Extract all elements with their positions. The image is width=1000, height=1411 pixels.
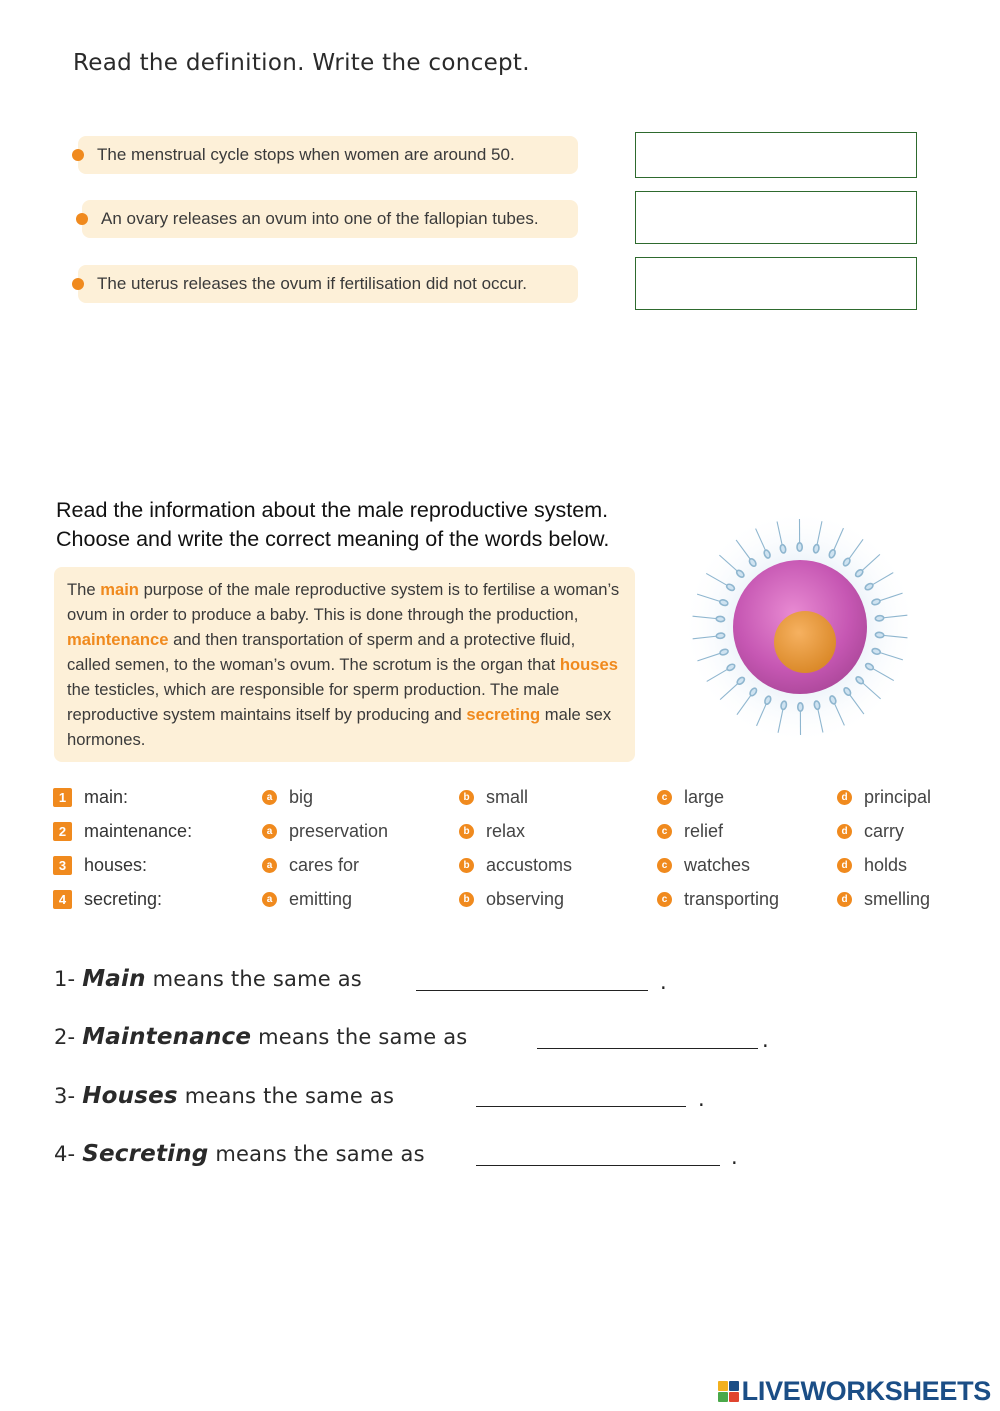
option-text: transporting <box>684 889 780 909</box>
highlight-secreting: secreting <box>466 705 541 724</box>
option-text: holds <box>864 855 908 875</box>
option-a <box>262 787 313 808</box>
vocab-row-label <box>53 787 128 808</box>
bullet-icon <box>72 149 84 161</box>
option-text: small <box>486 787 529 807</box>
sentence-2 <box>54 1024 467 1050</box>
number-badge: 4 <box>53 890 72 909</box>
option-text: smelling <box>864 889 931 909</box>
answer-blank-1[interactable] <box>416 990 648 991</box>
option-text: observing <box>486 889 565 909</box>
option-letter-badge: c <box>657 892 672 907</box>
option-text: emitting <box>289 889 353 909</box>
option-text: large <box>684 787 725 807</box>
sentence-number: 1- <box>54 967 83 991</box>
definition-text: An ovary releases an ovum into one of the fallopian tubes. <box>101 209 539 228</box>
bullet-icon <box>72 278 84 290</box>
sperm-head <box>875 632 884 638</box>
option-letter-badge: d <box>837 892 852 907</box>
option-c <box>657 787 724 808</box>
sentence-3 <box>54 1083 394 1109</box>
option-letter-badge: d <box>837 824 852 839</box>
info-text: the testicles, which are responsible for sperm production. The male reproductive system maintains itself by producing and <box>67 680 560 724</box>
option-letter-badge: c <box>657 790 672 805</box>
option-letter-badge: b <box>459 824 474 839</box>
sentence-4 <box>54 1141 425 1167</box>
sperm-head <box>716 616 725 622</box>
liveworksheets-logo <box>718 1376 991 1407</box>
option-letter-badge: c <box>657 858 672 873</box>
option-a <box>262 821 388 842</box>
sentence-rest: means the same as <box>251 1025 468 1049</box>
info-panel <box>54 567 635 762</box>
info-text: The <box>67 580 101 599</box>
option-d <box>837 889 930 910</box>
period: . <box>731 1145 738 1169</box>
vocab-word: secreting: <box>84 889 163 909</box>
sperm-head <box>716 633 725 639</box>
logo-text: LIVEWORKSHEETS <box>741 1376 991 1406</box>
sentence-rest: means the same as <box>177 1084 395 1108</box>
number-badge: 2 <box>53 822 72 841</box>
definition-3 <box>78 265 578 303</box>
option-b <box>459 821 525 842</box>
info-text: and then transportation of sperm and a protective fluid, called semen, to the woman’s ovum. The scrotum is the organ that <box>67 630 576 674</box>
option-b <box>459 787 528 808</box>
option-b <box>459 855 572 876</box>
answer-box-2[interactable] <box>635 191 917 244</box>
option-d <box>837 855 907 876</box>
bullet-icon <box>76 213 88 225</box>
option-d <box>837 821 904 842</box>
sperm-head <box>875 615 884 621</box>
period: . <box>762 1028 769 1052</box>
option-b <box>459 889 564 910</box>
definition-1 <box>78 136 578 174</box>
option-letter-badge: a <box>262 824 277 839</box>
option-letter-badge: d <box>837 790 852 805</box>
option-letter-badge: b <box>459 892 474 907</box>
sperm-head <box>798 703 803 711</box>
definition-2 <box>82 200 578 238</box>
option-letter-badge: a <box>262 790 277 805</box>
highlight-houses: houses <box>559 655 618 674</box>
sentence-rest: means the same as <box>145 967 362 991</box>
section2-title-line2: Choose and write the correct meaning of the words below. <box>56 527 610 551</box>
option-c <box>657 855 750 876</box>
definition-text: The menstrual cycle stops when women are around 50. <box>97 145 515 164</box>
info-text: purpose of the male reproductive system is to fertilise a woman’s ovum in order to produce a baby. This is done through the production, <box>67 580 620 624</box>
section1-title: Read the definition. Write the concept. <box>73 50 530 76</box>
option-text: relief <box>684 821 724 841</box>
vocab-row-label <box>53 889 162 910</box>
sentence-word: Maintenance <box>82 1024 252 1050</box>
period: . <box>660 970 667 994</box>
section2-title-line1: Read the information about the male reproductive system. <box>56 498 609 522</box>
option-a <box>262 855 359 876</box>
number-badge: 1 <box>53 788 72 807</box>
sperm-head <box>813 544 820 553</box>
highlight-main: main <box>100 580 139 599</box>
sperm-head <box>780 701 787 710</box>
period: . <box>698 1087 705 1111</box>
option-text: big <box>289 787 314 807</box>
sperm-head <box>797 543 802 551</box>
vocab-row-label <box>53 821 192 842</box>
option-a <box>262 889 352 910</box>
section2-title <box>56 496 609 554</box>
info-text: male sex hormones. <box>67 705 612 749</box>
sperm-head <box>814 701 821 710</box>
option-letter-badge: c <box>657 824 672 839</box>
option-c <box>657 821 723 842</box>
option-text: preservation <box>289 821 389 841</box>
logo-icon <box>718 1381 739 1402</box>
option-letter-badge: a <box>262 892 277 907</box>
vocab-row-label <box>53 855 147 876</box>
option-text: watches <box>684 855 751 875</box>
highlight-maintenance: maintenance <box>67 630 169 649</box>
option-c <box>657 889 779 910</box>
answer-blank-2[interactable] <box>537 1048 758 1049</box>
option-letter-badge: b <box>459 858 474 873</box>
sentence-word: Secreting <box>82 1141 209 1167</box>
option-text: accustoms <box>486 855 573 875</box>
ovum-illustration <box>660 500 930 750</box>
option-letter-badge: b <box>459 790 474 805</box>
option-text: relax <box>486 821 526 841</box>
sentence-word: Main <box>82 966 146 992</box>
ovum-sperm-image <box>660 500 930 750</box>
option-letter-badge: d <box>837 858 852 873</box>
sentence-1 <box>54 966 362 992</box>
sperm-head <box>780 544 787 553</box>
sentence-number: 3- <box>54 1084 83 1108</box>
option-letter-badge: a <box>262 858 277 873</box>
answer-box-3[interactable] <box>635 257 917 310</box>
sentence-rest: means the same as <box>208 1142 425 1166</box>
vocab-word: maintenance: <box>84 821 193 841</box>
option-text: principal <box>864 787 932 807</box>
answer-blank-4[interactable] <box>476 1165 720 1166</box>
option-text: cares for <box>289 855 360 875</box>
option-d <box>837 787 931 808</box>
answer-blank-3[interactable] <box>476 1106 686 1107</box>
sentence-word: Houses <box>82 1083 178 1109</box>
option-text: carry <box>864 821 904 841</box>
sentence-number: 2- <box>54 1025 83 1049</box>
number-badge: 3 <box>53 856 72 875</box>
definition-text: The uterus releases the ovum if fertilisation did not occur. <box>97 274 527 293</box>
vocab-word: main: <box>84 787 129 807</box>
sentence-number: 4- <box>54 1142 83 1166</box>
answer-box-1[interactable] <box>635 132 917 178</box>
vocab-word: houses: <box>84 855 148 875</box>
